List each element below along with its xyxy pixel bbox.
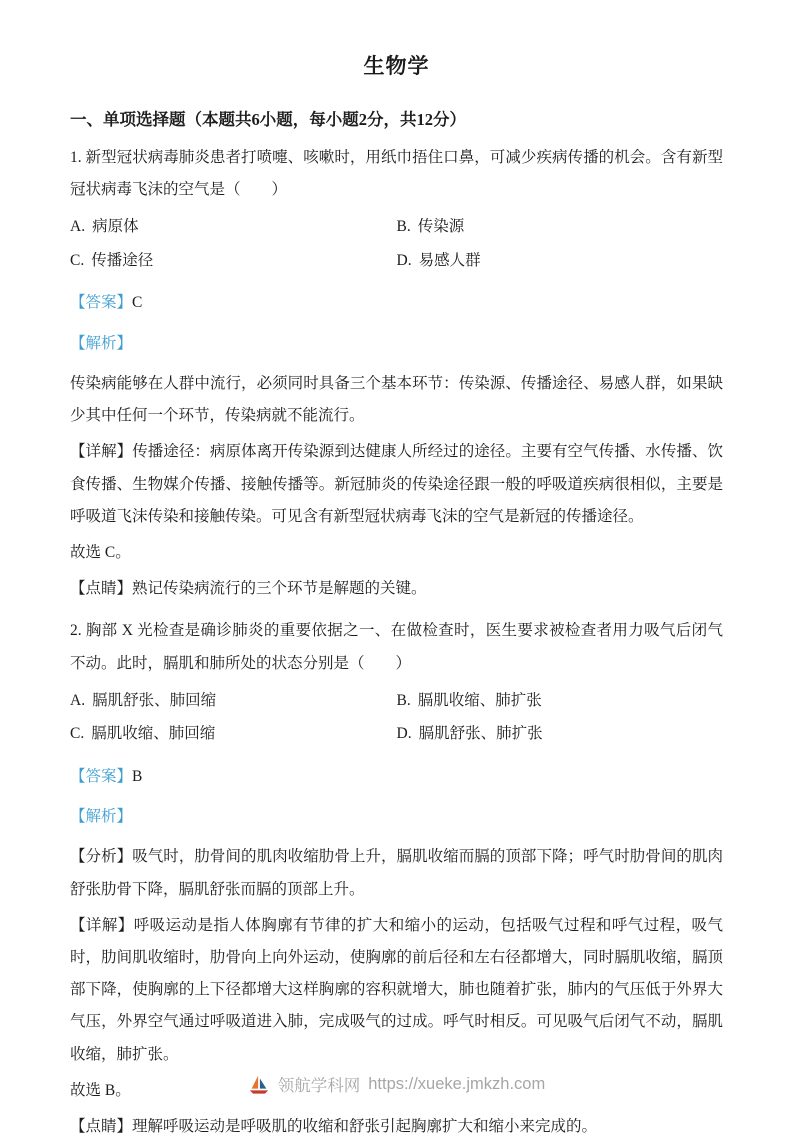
question-2-tip: 【点睛】理解呼吸运动是呼吸肌的收缩和舒张引起胸廓扩大和缩小来完成的。 [70,1118,598,1136]
option-d-label: D. [396,725,412,743]
option-a-label: A. [70,691,86,709]
option-d [397,244,724,277]
option-c-label: C. [70,251,85,269]
option-b [397,210,724,243]
option-b-text: 膈肌收缩、肺扩张 [417,691,542,709]
option-a-text: 膈肌舒张、肺回缩 [92,691,217,709]
analysis-label: 【解析】 [70,808,133,826]
option-c-label: C. [70,725,85,743]
question-1-tip: 【点睛】熟记传染病流行的三个环节是解题的关键。 [70,580,427,598]
option-a-text: 病原体 [92,218,139,236]
footer-watermark [0,1072,793,1096]
question-2-analysis-label [70,801,723,833]
page-title: 生物学 [363,54,430,78]
sailboat-logo-icon [248,1073,270,1095]
question-2-answer [70,761,723,793]
question-1-detail: 【详解】传播途径：病原体离开传染源到达健康人所经过的途径。主要有空气传播、水传播、饮食传播、生物媒介传播、接触传播等。新冠肺炎的传染途径跟一般的呼吸道疾病很相似，主要是呼吸道飞沫传染和接触传染。可见含有新型冠状病毒飞沫的空气是新冠的传播途径。 [70,443,723,525]
option-c [70,244,397,277]
option-b-label: B. [396,218,411,236]
option-a [70,684,397,717]
footer-url: https://xueke.jmkzh.com [368,1074,546,1093]
option-b-label: B. [396,691,411,709]
question-1-options [70,210,723,277]
option-c-text: 传播途径 [91,251,154,269]
option-b-text: 传染源 [417,218,465,236]
question-1 [70,142,723,605]
question-2 [70,615,723,1143]
option-b [397,684,724,717]
question-2-detail: 【详解】呼吸运动是指人体胸廓有节律的扩大和缩小的运动，包括吸气过程和呼气过程，吸气时，肋间肌收缩时，肋骨向上向外运动，使胸廓的前后径和左右径都增大，同时膈肌收缩，膈顶部下降，使胸廓的上下径都增大这样胸廓的容积就增大，肺也随着扩张，肺内的气压低于外界大气压，外界空气通过呼吸道进入肺，完成吸气的过成。呼气时相反。可见吸气后闭气不动，膈肌收缩，肺扩张。 [70,916,723,1063]
answer-label: 【答案】 [70,294,133,312]
question-1-stem: 1. 新型冠状病毒肺炎患者打喷嚏、咳嗽时，用纸巾捂住口鼻，可减少疾病传播的机会。含有新型冠状病毒飞沫的空气是（ ） [70,149,723,199]
question-1-answer [70,287,723,319]
question-2-stem: 2. 胸部 X 光检查是确诊肺炎的重要依据之一、在做检查时，医生要求被检查者用力吸气后闭气不动。此时，膈肌和肺所处的状态分别是（ ） [70,622,723,672]
question-2-options [70,684,723,751]
answer-value: B [132,767,143,785]
option-c [70,717,397,750]
option-d [397,717,724,750]
option-c-text: 膈肌收缩、肺回缩 [91,725,216,743]
section-heading: 一、单项选择题（本题共6小题，每小题2分，共12分） [70,110,466,129]
option-d-text: 膈肌舒张、肺扩张 [418,725,543,743]
footer-site-name: 领航学科网 [277,1077,361,1095]
analysis-label: 【解析】 [70,334,133,352]
option-d-label: D. [396,251,412,269]
question-1-analysis-label [70,328,723,360]
question-2-conclusion: 故选 B。 [70,1081,131,1099]
option-a [70,210,397,243]
answer-label: 【答案】 [70,767,133,785]
question-1-analysis: 传染病能够在人群中流行，必须同时具备三个基本环节：传染源、传播途径、易感人群，如果缺少其中任何一个环节，传染病就不能流行。 [70,374,723,425]
answer-value: C [132,294,143,312]
question-2-analysis: 【分析】吸气时，肋骨间的肌肉收缩肋骨上升，膈肌收缩而膈的顶部下降；呼气时肋骨间的肌肉舒张肋骨下降，膈肌舒张而膈的顶部上升。 [70,848,723,898]
option-a-label: A. [70,218,86,236]
question-1-conclusion: 故选 C。 [70,543,131,561]
option-d-text: 易感人群 [418,251,481,269]
